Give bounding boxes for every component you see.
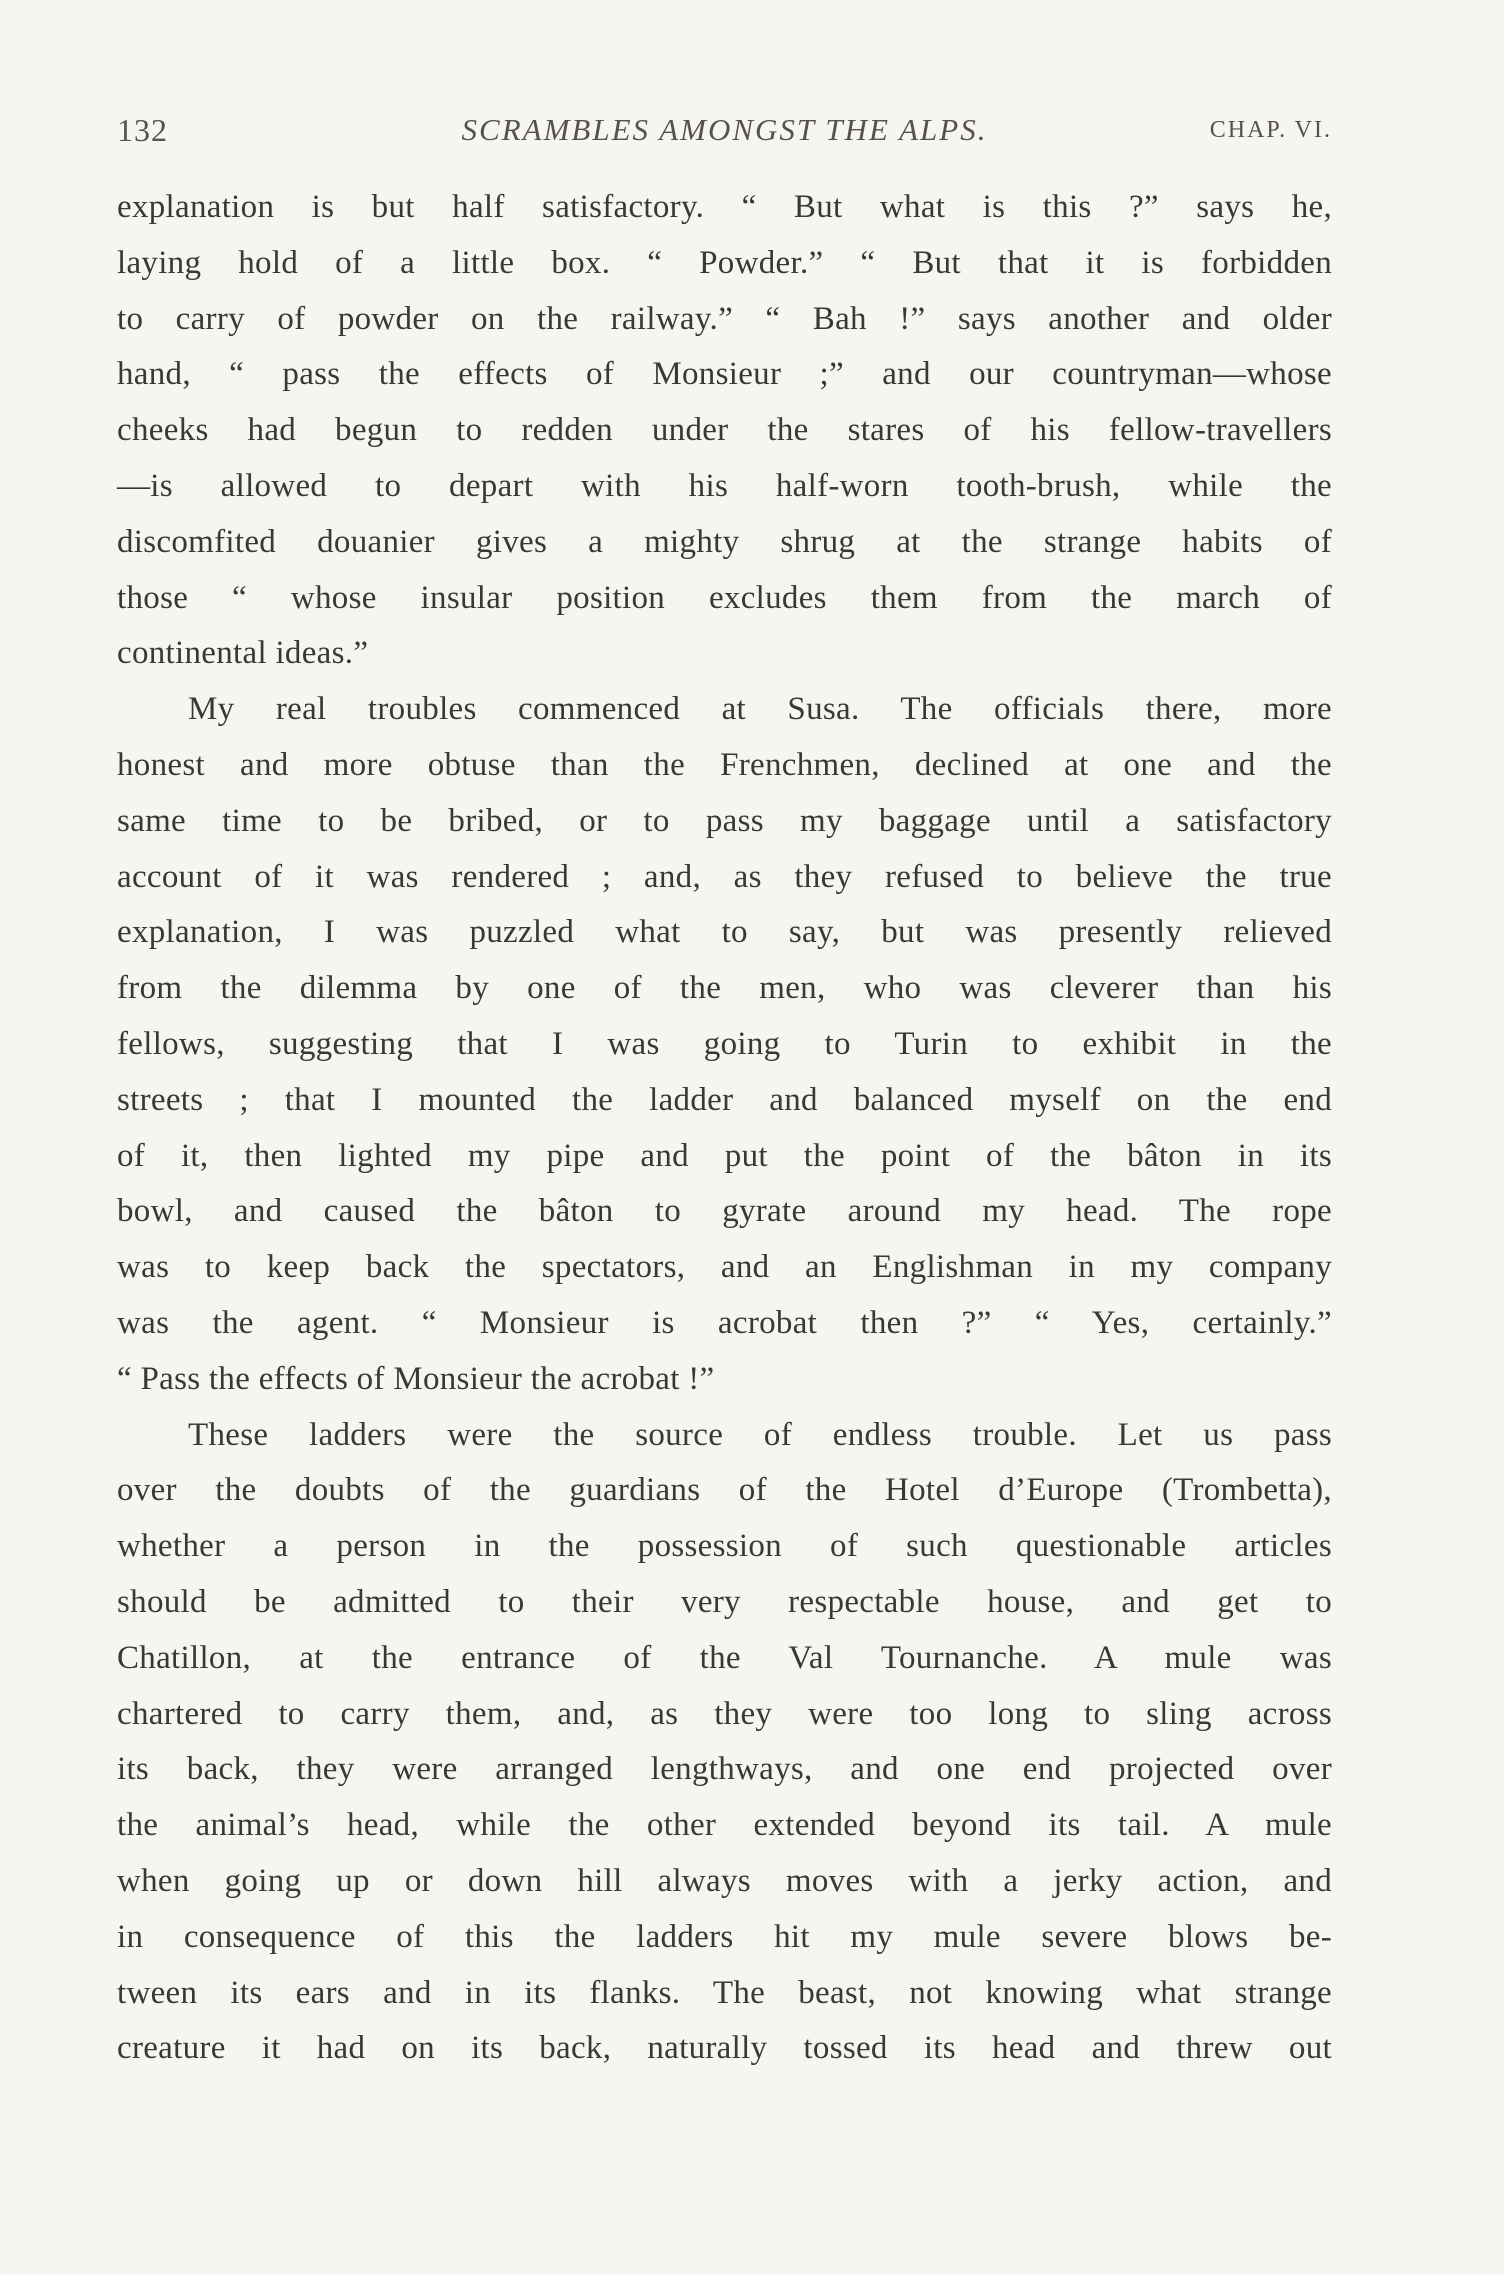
text-line: tween its ears and in its flanks. The beast, not knowing what strange — [117, 1974, 1332, 2011]
paragraph-first-line: These ladders were the source of endless trouble. Let us pass — [188, 1416, 1332, 1453]
text-line: those “ whose insular position excludes them from the march of — [117, 579, 1332, 616]
text-line: chartered to carry them, and, as they were too long to sling across — [117, 1695, 1332, 1732]
paragraph-first-line: My real troubles commenced at Susa. The officials there, more — [188, 691, 1332, 728]
text-line: continental ideas.” — [117, 635, 369, 672]
running-head — [117, 110, 1332, 150]
text-line: discomfited douanier gives a mighty shrug at the strange habits of — [117, 523, 1332, 560]
text-line: over the doubts of the guardians of the Hotel d’Europe (Trombetta), — [117, 1472, 1332, 1509]
running-title: SCRAMBLES AMONGST THE ALPS. — [461, 112, 988, 147]
text-line: was the agent. “ Monsieur is acrobat then ?” “ Yes, certainly.” — [117, 1304, 1332, 1341]
text-line: from the dilemma by one of the men, who was cleverer than his — [117, 970, 1332, 1007]
text-line: same time to be bribed, or to pass my baggage until a satisfactory — [117, 802, 1332, 839]
text-line: —is allowed to depart with his half-worn tooth-brush, while the — [117, 467, 1332, 504]
text-line: creature it had on its back, naturally tossed its head and threw out — [117, 2030, 1332, 2067]
text-line: when going up or down hill always moves with a jerky action, and — [117, 1862, 1332, 1899]
body-text — [117, 180, 1332, 2077]
text-line: “ Pass the effects of Monsieur the acrobat !” — [117, 1360, 715, 1397]
text-line: Chatillon, at the entrance of the Val Tournanche. A mule was — [117, 1639, 1332, 1676]
text-line: the animal’s head, while the other extended beyond its tail. A mule — [117, 1807, 1332, 1844]
text-line: whether a person in the possession of such questionable articles — [117, 1528, 1332, 1565]
text-line: was to keep back the spectators, and an Englishman in my company — [117, 1249, 1332, 1286]
text-line: in consequence of this the ladders hit my mule severe blows be- — [117, 1918, 1332, 1955]
text-line: of it, then lighted my pipe and put the point of the bâton in its — [117, 1137, 1332, 1174]
text-line: to carry of powder on the railway.” “ Bah !” says another and older — [117, 300, 1332, 337]
text-line: should be admitted to their very respectable house, and get to — [117, 1583, 1332, 1620]
text-line: fellows, suggesting that I was going to Turin to exhibit in the — [117, 1025, 1332, 1062]
text-line: explanation is but half satisfactory. “ But what is this ?” says he, — [117, 189, 1332, 225]
chapter-label: CHAP. VI. — [1209, 117, 1332, 143]
text-line: explanation, I was puzzled what to say, but was presently relieved — [117, 914, 1332, 951]
page-number: 132 — [117, 112, 168, 148]
text-line: streets ; that I mounted the ladder and balanced myself on the end — [117, 1081, 1332, 1118]
text-line: hand, “ pass the effects of Monsieur ;” and our countryman—whose — [117, 356, 1332, 393]
text-line: account of it was rendered ; and, as they refused to believe the true — [117, 858, 1332, 895]
text-line: cheeks had begun to redden under the stares of his fellow-travellers — [117, 412, 1332, 449]
text-line: laying hold of a little box. “ Powder.” “ But that it is forbidden — [117, 244, 1332, 281]
text-line: bowl, and caused the bâton to gyrate around my head. The rope — [117, 1193, 1332, 1230]
text-line: its back, they were arranged lengthways, and one end projected over — [117, 1751, 1332, 1788]
text-line: honest and more obtuse than the Frenchmen, declined at one and the — [117, 746, 1332, 783]
